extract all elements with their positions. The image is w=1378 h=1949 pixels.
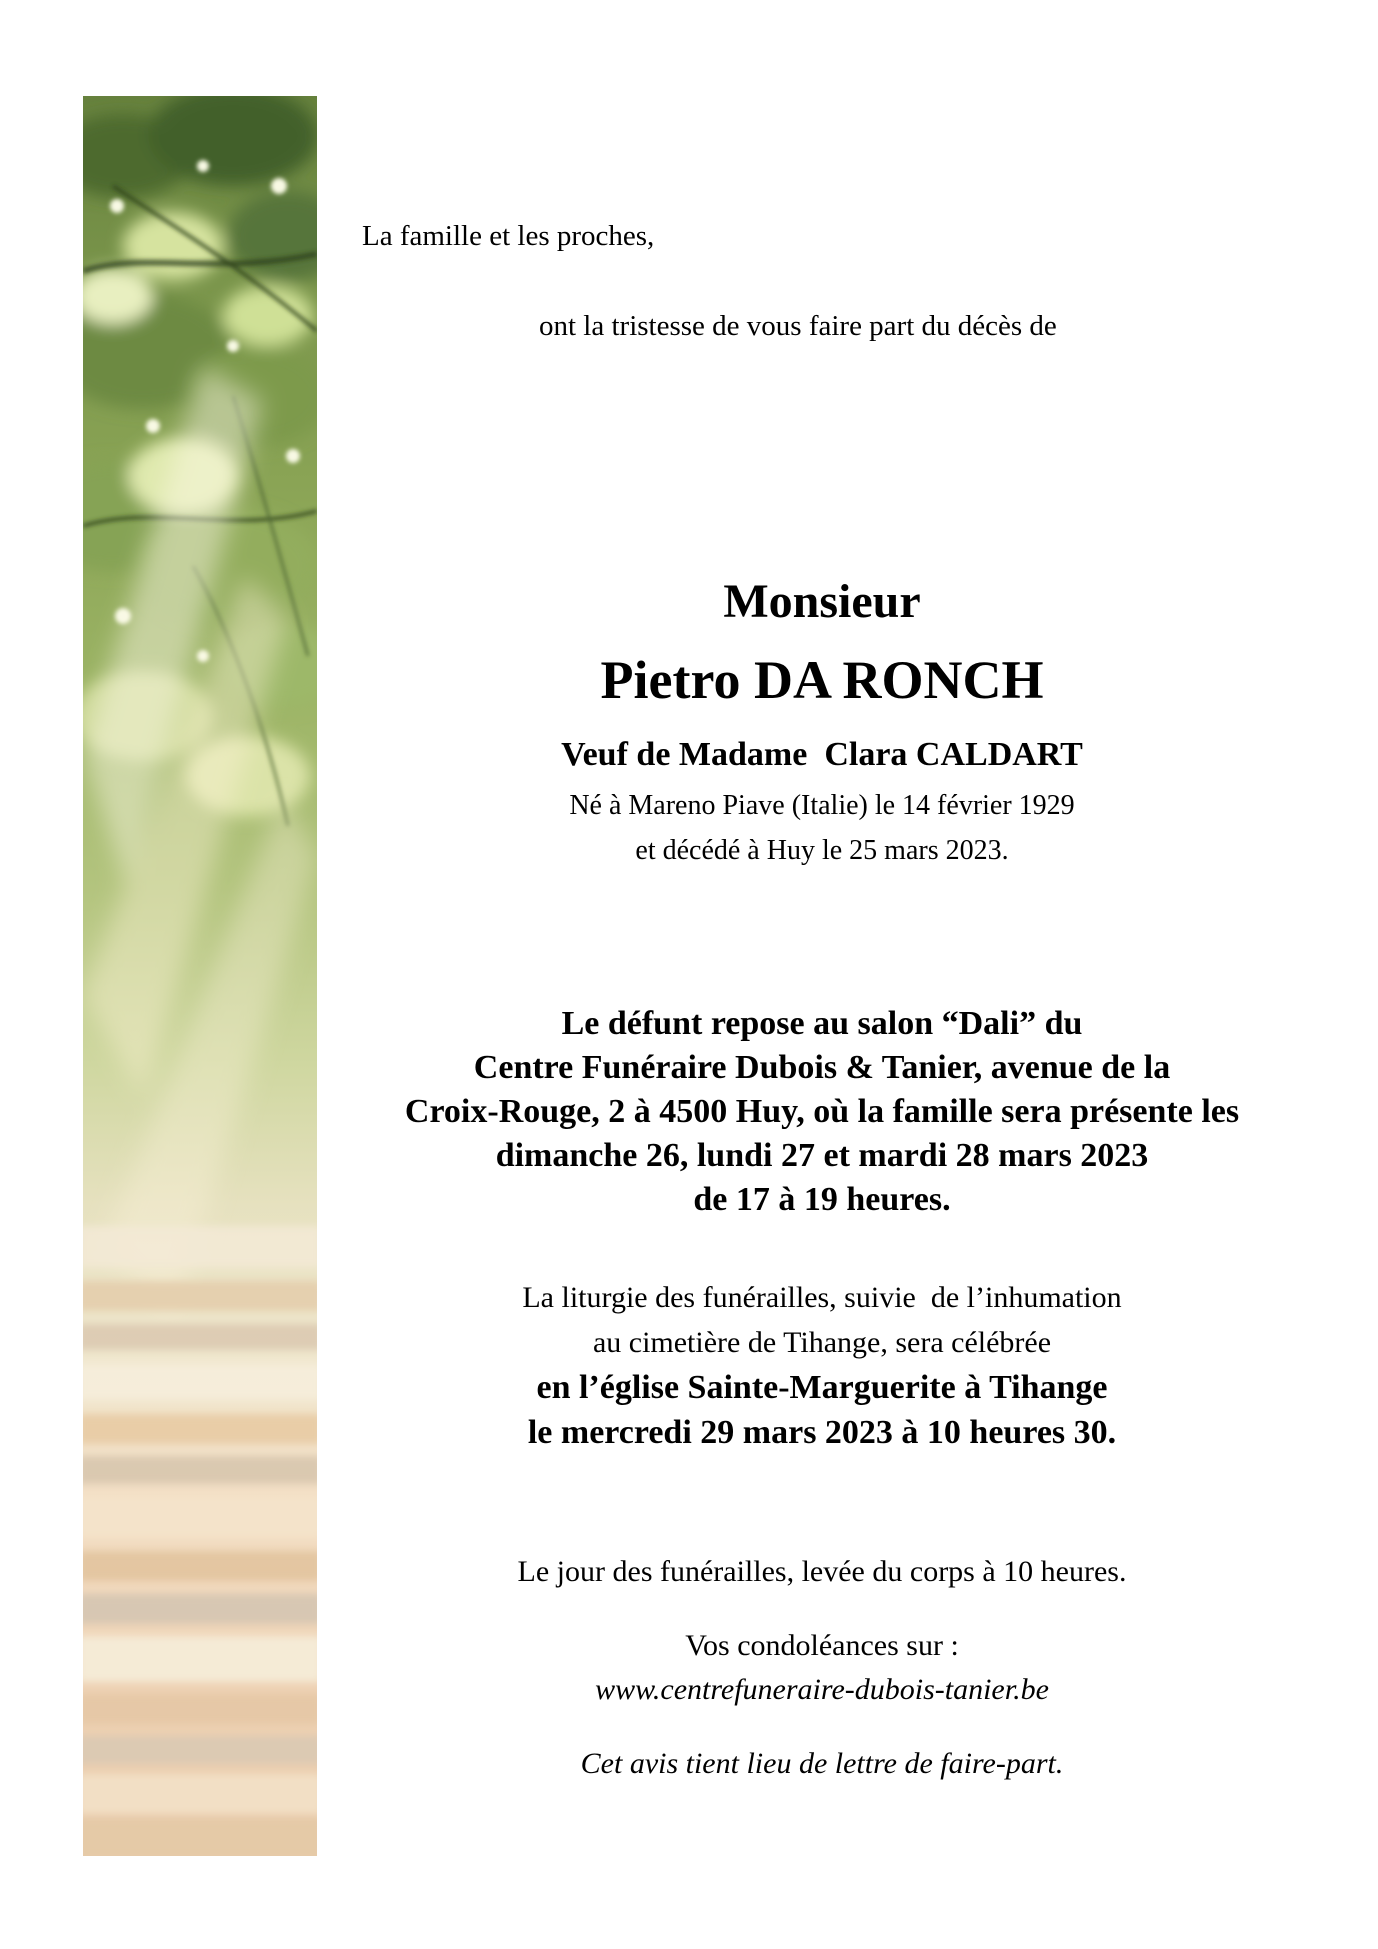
liturgy-line-2: au cimetière de Tihange, sera célébrée [592,1326,1052,1359]
announcement-text-column [317,0,1327,1949]
widower-line: Veuf de Madame Clara CALDART [561,736,1083,773]
liturgy-line-4: le mercredi 29 mars 2023 à 10 heures 30. [527,1414,1117,1451]
repose-line-2: Centre Funéraire Dubois & Tanier, avenue de la [473,1049,1171,1086]
liturgy-line-1: La liturgie des funérailles, suivie de l’inhumation [522,1281,1122,1314]
footer-line: Cet avis tient lieu de lettre de faire-part. [580,1747,1064,1780]
forest-photo-graphic [83,96,317,1856]
repose-line-3: Croix-Rouge, 2 à 4500 Huy, où la famille sera présente les [404,1093,1240,1130]
condolences-label: Vos condoléances sur : [685,1629,959,1662]
sunlit-forest-path-photo [83,96,317,1856]
title-monsieur: Monsieur [723,575,921,628]
liturgy-line-3: en l’église Sainte-Marguerite à Tihange [536,1369,1108,1406]
intro-line-2: ont la tristesse de vous faire part du décès de [539,310,1057,342]
death-line: et décédé à Huy le 25 mars 2023. [635,835,1009,866]
liturgy-paragraph [317,1275,1327,1455]
repose-line-1: Le défunt repose au salon “Dali” du [561,1005,1083,1042]
repose-paragraph [317,1002,1327,1222]
birth-line: Né à Mareno Piave (Italie) le 14 février 1929 [569,790,1075,821]
condolences-url: www.centrefuneraire-dubois-tanier.be [595,1673,1049,1706]
repose-line-5: de 17 à 19 heures. [693,1181,951,1218]
repose-line-4: dimanche 26, lundi 27 et mardi 28 mars 2023 [495,1137,1149,1174]
deceased-name: Pietro DA RONCH [600,650,1044,710]
intro-line-1: La famille et les proches, [362,220,655,252]
levee-line: Le jour des funérailles, levée du corps à 10 heures. [517,1555,1127,1588]
